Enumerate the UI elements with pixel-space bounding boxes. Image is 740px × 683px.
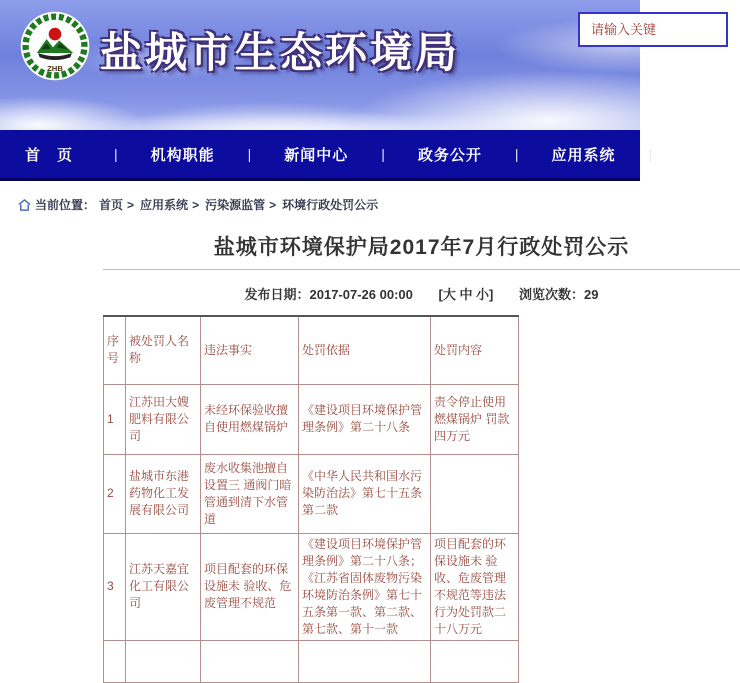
breadcrumb-separator: >: [192, 197, 200, 212]
cell-penalty-basis: [299, 640, 431, 682]
search-input[interactable]: [578, 12, 728, 47]
cell-penalty-content: [431, 454, 519, 533]
nav-item-app-systems[interactable]: 应用系统: [551, 146, 616, 164]
penalty-table: [103, 315, 519, 683]
table-row: [104, 640, 519, 682]
nav-separator: |: [648, 146, 653, 162]
nav-separator: |: [514, 146, 519, 162]
breadcrumb-separator: >: [269, 197, 277, 212]
nav-separator: |: [381, 146, 385, 162]
breadcrumb-item-current-page: 环境行政处罚公示: [282, 198, 379, 212]
nav-item-news-center[interactable]: 新闻中心: [284, 146, 349, 164]
breadcrumb-separator: >: [127, 197, 135, 212]
publish-date: 发布日期：2017-07-26 00:00: [244, 287, 413, 302]
breadcrumb: [18, 196, 640, 213]
col-header-index: 序号: [104, 316, 126, 384]
cell-penalty-basis: 《建设项目环境保护管 理条例》第二十八条；《江苏省固体废物污染环境防治条例》第七十五条第一款、第二款、第七款、第十一款: [299, 533, 431, 640]
cell-illegal-facts: 项目配套的环保设施未 验收、危废管理不规范: [201, 533, 299, 640]
cell-penalty-content: 责令停止使用燃煤锅炉 罚款四万元: [431, 384, 519, 454]
home-icon: [18, 199, 31, 211]
breadcrumb-item-pollution-supervision[interactable]: 污染源监管: [205, 198, 266, 212]
cell-illegal-facts: [201, 640, 299, 682]
cell-index: 1: [104, 384, 126, 454]
table-row: [104, 454, 519, 533]
cell-penalized-name: 江苏田大嫂肥料有限公司: [126, 384, 201, 454]
site-title: 盐城市生态环境局: [100, 29, 461, 76]
cell-penalty-content: [431, 640, 519, 682]
logo-text: ZHB: [47, 64, 63, 74]
breadcrumb-item-app-systems[interactable]: 应用系统: [140, 198, 189, 212]
nav-item-home[interactable]: 首 页: [24, 146, 73, 164]
view-count: 浏览次数：29: [519, 287, 599, 302]
table-header-row: [104, 316, 519, 384]
epa-logo-icon: [20, 11, 90, 81]
breadcrumb-item-home[interactable]: 首页: [99, 198, 124, 212]
cell-penalized-name: 盐城市东港药物化工发展有限公司: [126, 454, 201, 533]
cell-penalized-name: [126, 640, 201, 682]
cell-index: [104, 640, 126, 682]
article-content: [103, 231, 740, 683]
col-header-penalized-name: 被处罚人名称: [126, 316, 201, 384]
cell-penalized-name: 江苏天嘉宜化工有限公司: [126, 533, 201, 640]
nav-separator: |: [247, 146, 252, 162]
title-divider: [103, 269, 740, 270]
nav-item-org-functions[interactable]: 机构职能: [150, 146, 215, 164]
cell-illegal-facts: 未经环保验收擅自使用燃煤锅炉: [201, 384, 299, 454]
table-row: [104, 533, 519, 640]
main-nav: [0, 130, 653, 181]
cell-penalty-basis: 《中华人民共和国水污染防治法》第七十五条第二款: [299, 454, 431, 533]
col-header-penalty-content: 处罚内容: [431, 316, 519, 384]
site-banner: [0, 0, 640, 130]
cell-penalty-content: 项目配套的环保设施未 验收、危废管理不规范等违法行为处罚款二十八万元: [431, 533, 519, 640]
cell-penalty-basis: 《建设项目环境保护管 理条例》第二十八条: [299, 384, 431, 454]
table-row: [104, 384, 519, 454]
nav-item-gov-affairs[interactable]: 政务公开: [417, 146, 482, 164]
col-header-penalty-basis: 处罚依据: [299, 316, 431, 384]
breadcrumb-label: 当前位置：: [35, 198, 96, 212]
cell-index: 3: [104, 533, 126, 640]
cell-illegal-facts: 废水收集池擅自设置三 通阀门暗管通到清下水管道: [201, 454, 299, 533]
font-size-switch[interactable]: [大 中 小]: [438, 287, 494, 302]
page-title: 盐城市环境保护局2017年7月行政处罚公示: [213, 236, 630, 259]
article-meta: [103, 284, 740, 303]
cell-index: 2: [104, 454, 126, 533]
col-header-illegal-facts: 违法事实: [201, 316, 299, 384]
nav-separator: |: [114, 146, 118, 162]
